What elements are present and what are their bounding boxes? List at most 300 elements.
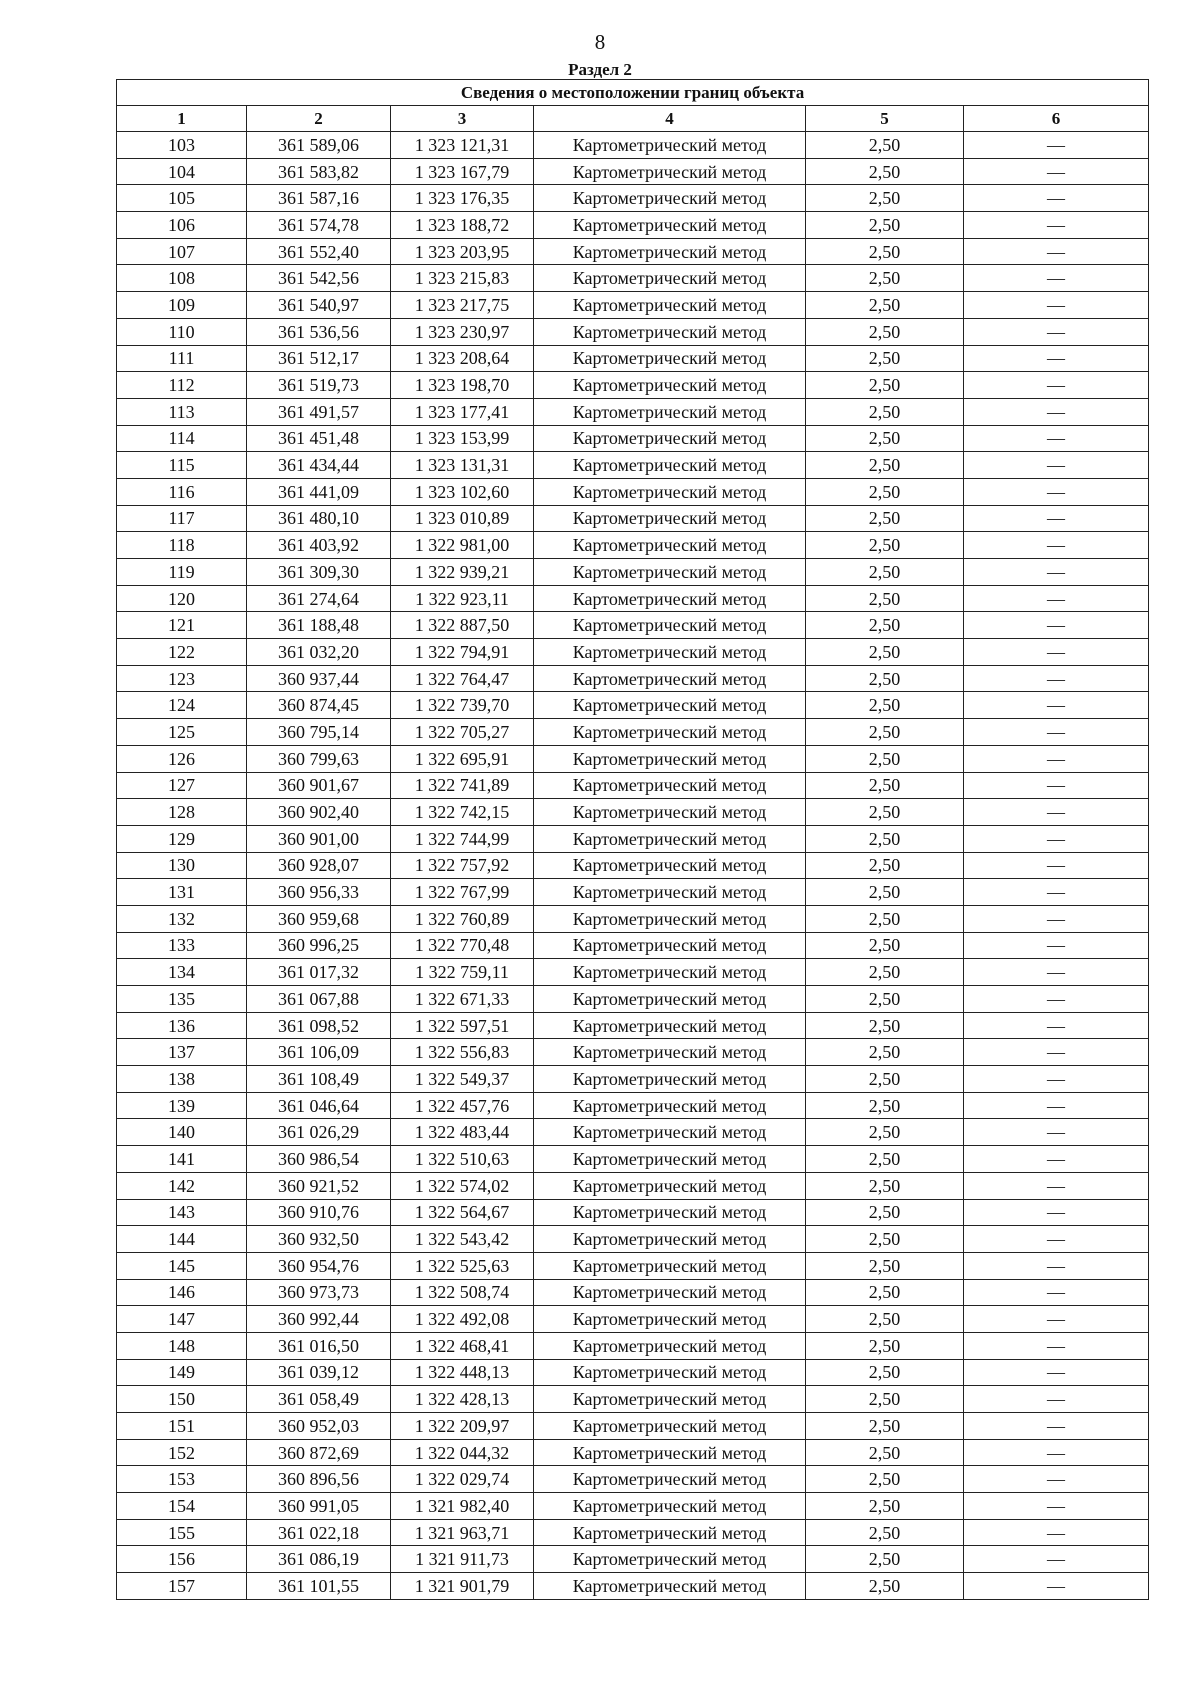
accuracy-cell: 2,50 — [806, 1413, 964, 1440]
table-row — [117, 825, 1149, 852]
accuracy-cell: 2,50 — [806, 1119, 964, 1146]
point-number-cell: 119 — [117, 559, 247, 586]
description-cell: — — [964, 185, 1149, 212]
accuracy-cell: 2,50 — [806, 559, 964, 586]
point-number-cell: 132 — [117, 905, 247, 932]
method-cell: Картометрический метод — [534, 1332, 806, 1359]
method-cell: Картометрический метод — [534, 986, 806, 1013]
table-row — [117, 212, 1149, 239]
y-coordinate-cell: 1 322 508,74 — [391, 1279, 534, 1306]
point-number-cell: 128 — [117, 799, 247, 826]
table-row — [117, 852, 1149, 879]
accuracy-cell: 2,50 — [806, 452, 964, 479]
point-number-cell: 123 — [117, 665, 247, 692]
description-cell: — — [964, 1546, 1149, 1573]
point-number-cell: 130 — [117, 852, 247, 879]
y-coordinate-cell: 1 323 153,99 — [391, 425, 534, 452]
description-cell: — — [964, 1413, 1149, 1440]
description-cell: — — [964, 452, 1149, 479]
x-coordinate-cell: 360 991,05 — [247, 1493, 391, 1520]
method-cell: Картометрический метод — [534, 1279, 806, 1306]
table-row — [117, 132, 1149, 159]
accuracy-cell: 2,50 — [806, 719, 964, 746]
x-coordinate-cell: 360 901,00 — [247, 825, 391, 852]
accuracy-cell: 2,50 — [806, 665, 964, 692]
table-body — [117, 132, 1149, 1600]
y-coordinate-cell: 1 322 556,83 — [391, 1039, 534, 1066]
accuracy-cell: 2,50 — [806, 1172, 964, 1199]
y-coordinate-cell: 1 322 564,67 — [391, 1199, 534, 1226]
x-coordinate-cell: 360 874,45 — [247, 692, 391, 719]
y-coordinate-cell: 1 321 982,40 — [391, 1493, 534, 1520]
description-cell: — — [964, 1493, 1149, 1520]
accuracy-cell: 2,50 — [806, 639, 964, 666]
point-number-cell: 106 — [117, 212, 247, 239]
page-number: 8 — [594, 30, 606, 54]
accuracy-cell: 2,50 — [806, 1546, 964, 1573]
x-coordinate-cell: 361 106,09 — [247, 1039, 391, 1066]
point-number-cell: 118 — [117, 532, 247, 559]
y-coordinate-cell: 1 323 177,41 — [391, 398, 534, 425]
accuracy-cell: 2,50 — [806, 852, 964, 879]
y-coordinate-cell: 1 322 695,91 — [391, 745, 534, 772]
table-row — [117, 1439, 1149, 1466]
x-coordinate-cell: 360 902,40 — [247, 799, 391, 826]
point-number-cell: 136 — [117, 1012, 247, 1039]
point-number-cell: 122 — [117, 639, 247, 666]
x-coordinate-cell: 361 574,78 — [247, 212, 391, 239]
description-cell: — — [964, 1279, 1149, 1306]
point-number-cell: 113 — [117, 398, 247, 425]
table-row — [117, 452, 1149, 479]
method-cell: Картометрический метод — [534, 532, 806, 559]
table-row — [117, 398, 1149, 425]
x-coordinate-cell: 361 274,64 — [247, 585, 391, 612]
method-cell: Картометрический метод — [534, 639, 806, 666]
x-coordinate-cell: 361 540,97 — [247, 292, 391, 319]
method-cell: Картометрический метод — [534, 1386, 806, 1413]
x-coordinate-cell: 361 086,19 — [247, 1546, 391, 1573]
method-cell: Картометрический метод — [534, 212, 806, 239]
method-cell: Картометрический метод — [534, 665, 806, 692]
description-cell: — — [964, 719, 1149, 746]
point-number-cell: 104 — [117, 158, 247, 185]
y-coordinate-cell: 1 322 705,27 — [391, 719, 534, 746]
y-coordinate-cell: 1 322 029,74 — [391, 1466, 534, 1493]
column-header: 5 — [806, 106, 964, 132]
table-row — [117, 185, 1149, 212]
point-number-cell: 156 — [117, 1546, 247, 1573]
accuracy-cell: 2,50 — [806, 265, 964, 292]
y-coordinate-cell: 1 322 574,02 — [391, 1172, 534, 1199]
x-coordinate-cell: 360 799,63 — [247, 745, 391, 772]
y-coordinate-cell: 1 322 923,11 — [391, 585, 534, 612]
point-number-cell: 112 — [117, 372, 247, 399]
method-cell: Картометрический метод — [534, 825, 806, 852]
x-coordinate-cell: 360 986,54 — [247, 1146, 391, 1173]
accuracy-cell: 2,50 — [806, 345, 964, 372]
table-row — [117, 372, 1149, 399]
table-row — [117, 1279, 1149, 1306]
x-coordinate-cell: 361 032,20 — [247, 639, 391, 666]
point-number-cell: 108 — [117, 265, 247, 292]
y-coordinate-cell: 1 322 671,33 — [391, 986, 534, 1013]
method-cell: Картометрический метод — [534, 905, 806, 932]
table-caption: Сведения о местоположении границ объекта — [117, 80, 1149, 106]
accuracy-cell: 2,50 — [806, 1386, 964, 1413]
accuracy-cell: 2,50 — [806, 1332, 964, 1359]
x-coordinate-cell: 360 937,44 — [247, 665, 391, 692]
description-cell: — — [964, 852, 1149, 879]
accuracy-cell: 2,50 — [806, 1252, 964, 1279]
point-number-cell: 115 — [117, 452, 247, 479]
accuracy-cell: 2,50 — [806, 879, 964, 906]
table-row — [117, 665, 1149, 692]
description-cell: — — [964, 132, 1149, 159]
method-cell: Картометрический метод — [534, 425, 806, 452]
accuracy-cell: 2,50 — [806, 932, 964, 959]
method-cell: Картометрический метод — [534, 1493, 806, 1520]
x-coordinate-cell: 360 959,68 — [247, 905, 391, 932]
table-row — [117, 1519, 1149, 1546]
table-row — [117, 1039, 1149, 1066]
y-coordinate-cell: 1 322 448,13 — [391, 1359, 534, 1386]
accuracy-cell: 2,50 — [806, 1466, 964, 1493]
point-number-cell: 120 — [117, 585, 247, 612]
table-row — [117, 1546, 1149, 1573]
x-coordinate-cell: 361 587,16 — [247, 185, 391, 212]
description-cell: — — [964, 1012, 1149, 1039]
table-header-row — [117, 106, 1149, 132]
x-coordinate-cell: 360 973,73 — [247, 1279, 391, 1306]
accuracy-cell: 2,50 — [806, 1092, 964, 1119]
y-coordinate-cell: 1 322 510,63 — [391, 1146, 534, 1173]
point-number-cell: 155 — [117, 1519, 247, 1546]
x-coordinate-cell: 361 480,10 — [247, 505, 391, 532]
description-cell: — — [964, 639, 1149, 666]
point-number-cell: 107 — [117, 238, 247, 265]
x-coordinate-cell: 360 896,56 — [247, 1466, 391, 1493]
y-coordinate-cell: 1 322 549,37 — [391, 1066, 534, 1093]
description-cell: — — [964, 559, 1149, 586]
table-row — [117, 1092, 1149, 1119]
method-cell: Картометрический метод — [534, 879, 806, 906]
accuracy-cell: 2,50 — [806, 132, 964, 159]
description-cell: — — [964, 425, 1149, 452]
y-coordinate-cell: 1 322 742,15 — [391, 799, 534, 826]
column-header: 2 — [247, 106, 391, 132]
accuracy-cell: 2,50 — [806, 825, 964, 852]
point-number-cell: 105 — [117, 185, 247, 212]
x-coordinate-cell: 360 872,69 — [247, 1439, 391, 1466]
y-coordinate-cell: 1 322 770,48 — [391, 932, 534, 959]
y-coordinate-cell: 1 322 744,99 — [391, 825, 534, 852]
point-number-cell: 145 — [117, 1252, 247, 1279]
method-cell: Картометрический метод — [534, 852, 806, 879]
method-cell: Картометрический метод — [534, 265, 806, 292]
column-header: 6 — [964, 106, 1149, 132]
boundary-table — [116, 79, 1149, 1600]
table-row — [117, 1413, 1149, 1440]
description-cell: — — [964, 986, 1149, 1013]
method-cell: Картометрический метод — [534, 1092, 806, 1119]
x-coordinate-cell: 360 952,03 — [247, 1413, 391, 1440]
description-cell: — — [964, 1092, 1149, 1119]
x-coordinate-cell: 361 309,30 — [247, 559, 391, 586]
point-number-cell: 149 — [117, 1359, 247, 1386]
x-coordinate-cell: 361 017,32 — [247, 959, 391, 986]
table-row — [117, 772, 1149, 799]
x-coordinate-cell: 361 441,09 — [247, 478, 391, 505]
accuracy-cell: 2,50 — [806, 505, 964, 532]
y-coordinate-cell: 1 323 131,31 — [391, 452, 534, 479]
table-row — [117, 1252, 1149, 1279]
point-number-cell: 144 — [117, 1226, 247, 1253]
y-coordinate-cell: 1 322 939,21 — [391, 559, 534, 586]
description-cell: — — [964, 1252, 1149, 1279]
description-cell: — — [964, 879, 1149, 906]
point-number-cell: 142 — [117, 1172, 247, 1199]
method-cell: Картометрический метод — [534, 505, 806, 532]
point-number-cell: 125 — [117, 719, 247, 746]
accuracy-cell: 2,50 — [806, 318, 964, 345]
x-coordinate-cell: 360 928,07 — [247, 852, 391, 879]
table-row — [117, 292, 1149, 319]
x-coordinate-cell: 360 996,25 — [247, 932, 391, 959]
description-cell: — — [964, 292, 1149, 319]
table-row — [117, 639, 1149, 666]
table-row — [117, 905, 1149, 932]
description-cell: — — [964, 1146, 1149, 1173]
method-cell: Картометрический метод — [534, 185, 806, 212]
method-cell: Картометрический метод — [534, 1172, 806, 1199]
description-cell: — — [964, 372, 1149, 399]
x-coordinate-cell: 361 403,92 — [247, 532, 391, 559]
point-number-cell: 126 — [117, 745, 247, 772]
point-number-cell: 133 — [117, 932, 247, 959]
accuracy-cell: 2,50 — [806, 612, 964, 639]
x-coordinate-cell: 361 491,57 — [247, 398, 391, 425]
point-number-cell: 157 — [117, 1573, 247, 1600]
method-cell: Картометрический метод — [534, 612, 806, 639]
y-coordinate-cell: 1 323 176,35 — [391, 185, 534, 212]
table-row — [117, 158, 1149, 185]
y-coordinate-cell: 1 322 887,50 — [391, 612, 534, 639]
x-coordinate-cell: 361 046,64 — [247, 1092, 391, 1119]
y-coordinate-cell: 1 322 543,42 — [391, 1226, 534, 1253]
description-cell: — — [964, 905, 1149, 932]
point-number-cell: 147 — [117, 1306, 247, 1333]
accuracy-cell: 2,50 — [806, 772, 964, 799]
point-number-cell: 150 — [117, 1386, 247, 1413]
table-row — [117, 986, 1149, 1013]
accuracy-cell: 2,50 — [806, 959, 964, 986]
column-header: 3 — [391, 106, 534, 132]
x-coordinate-cell: 361 451,48 — [247, 425, 391, 452]
description-cell: — — [964, 532, 1149, 559]
description-cell: — — [964, 505, 1149, 532]
accuracy-cell: 2,50 — [806, 1012, 964, 1039]
y-coordinate-cell: 1 321 963,71 — [391, 1519, 534, 1546]
point-number-cell: 135 — [117, 986, 247, 1013]
point-number-cell: 143 — [117, 1199, 247, 1226]
description-cell: — — [964, 1359, 1149, 1386]
method-cell: Картометрический метод — [534, 478, 806, 505]
accuracy-cell: 2,50 — [806, 1573, 964, 1600]
y-coordinate-cell: 1 323 102,60 — [391, 478, 534, 505]
point-number-cell: 114 — [117, 425, 247, 452]
x-coordinate-cell: 361 098,52 — [247, 1012, 391, 1039]
x-coordinate-cell: 361 434,44 — [247, 452, 391, 479]
accuracy-cell: 2,50 — [806, 1306, 964, 1333]
description-cell: — — [964, 345, 1149, 372]
method-cell: Картометрический метод — [534, 1119, 806, 1146]
accuracy-cell: 2,50 — [806, 1226, 964, 1253]
description-cell: — — [964, 1119, 1149, 1146]
x-coordinate-cell: 360 901,67 — [247, 772, 391, 799]
point-number-cell: 152 — [117, 1439, 247, 1466]
method-cell: Картометрический метод — [534, 799, 806, 826]
method-cell: Картометрический метод — [534, 932, 806, 959]
y-coordinate-cell: 1 322 492,08 — [391, 1306, 534, 1333]
method-cell: Картометрический метод — [534, 1226, 806, 1253]
description-cell: — — [964, 799, 1149, 826]
table-row — [117, 1332, 1149, 1359]
point-number-cell: 140 — [117, 1119, 247, 1146]
table-row — [117, 238, 1149, 265]
description-cell: — — [964, 1172, 1149, 1199]
table-row — [117, 799, 1149, 826]
table-row — [117, 345, 1149, 372]
y-coordinate-cell: 1 322 525,63 — [391, 1252, 534, 1279]
description-cell: — — [964, 478, 1149, 505]
method-cell: Картометрический метод — [534, 345, 806, 372]
table-row — [117, 745, 1149, 772]
x-coordinate-cell: 360 956,33 — [247, 879, 391, 906]
accuracy-cell: 2,50 — [806, 292, 964, 319]
point-number-cell: 127 — [117, 772, 247, 799]
x-coordinate-cell: 361 512,17 — [247, 345, 391, 372]
x-coordinate-cell: 361 022,18 — [247, 1519, 391, 1546]
table-row — [117, 1573, 1149, 1600]
description-cell: — — [964, 1306, 1149, 1333]
y-coordinate-cell: 1 323 230,97 — [391, 318, 534, 345]
description-cell: — — [964, 1226, 1149, 1253]
accuracy-cell: 2,50 — [806, 238, 964, 265]
x-coordinate-cell: 361 188,48 — [247, 612, 391, 639]
method-cell: Картометрический метод — [534, 559, 806, 586]
table-row — [117, 265, 1149, 292]
description-cell: — — [964, 959, 1149, 986]
y-coordinate-cell: 1 323 167,79 — [391, 158, 534, 185]
method-cell: Картометрический метод — [534, 692, 806, 719]
method-cell: Картометрический метод — [534, 585, 806, 612]
table-row — [117, 612, 1149, 639]
description-cell: — — [964, 612, 1149, 639]
method-cell: Картометрический метод — [534, 1199, 806, 1226]
description-cell: — — [964, 1386, 1149, 1413]
method-cell: Картометрический метод — [534, 1359, 806, 1386]
column-header: 4 — [534, 106, 806, 132]
method-cell: Картометрический метод — [534, 452, 806, 479]
description-cell: — — [964, 585, 1149, 612]
table-row — [117, 532, 1149, 559]
point-number-cell: 103 — [117, 132, 247, 159]
table-row — [117, 1199, 1149, 1226]
accuracy-cell: 2,50 — [806, 1066, 964, 1093]
x-coordinate-cell: 360 910,76 — [247, 1199, 391, 1226]
accuracy-cell: 2,50 — [806, 478, 964, 505]
accuracy-cell: 2,50 — [806, 425, 964, 452]
description-cell: — — [964, 692, 1149, 719]
method-cell: Картометрический метод — [534, 772, 806, 799]
column-header: 1 — [117, 106, 247, 132]
description-cell: — — [964, 1519, 1149, 1546]
y-coordinate-cell: 1 321 901,79 — [391, 1573, 534, 1600]
description-cell: — — [964, 745, 1149, 772]
point-number-cell: 116 — [117, 478, 247, 505]
accuracy-cell: 2,50 — [806, 986, 964, 1013]
table-row — [117, 1226, 1149, 1253]
method-cell: Картометрический метод — [534, 1066, 806, 1093]
point-number-cell: 137 — [117, 1039, 247, 1066]
accuracy-cell: 2,50 — [806, 398, 964, 425]
accuracy-cell: 2,50 — [806, 1279, 964, 1306]
accuracy-cell: 2,50 — [806, 372, 964, 399]
y-coordinate-cell: 1 322 764,47 — [391, 665, 534, 692]
method-cell: Картометрический метод — [534, 959, 806, 986]
y-coordinate-cell: 1 322 767,99 — [391, 879, 534, 906]
table-row — [117, 1493, 1149, 1520]
y-coordinate-cell: 1 323 188,72 — [391, 212, 534, 239]
method-cell: Картометрический метод — [534, 1252, 806, 1279]
section-title: Раздел 2 — [568, 60, 632, 79]
point-number-cell: 141 — [117, 1146, 247, 1173]
x-coordinate-cell: 360 932,50 — [247, 1226, 391, 1253]
y-coordinate-cell: 1 323 198,70 — [391, 372, 534, 399]
y-coordinate-cell: 1 322 741,89 — [391, 772, 534, 799]
x-coordinate-cell: 361 058,49 — [247, 1386, 391, 1413]
table-row — [117, 1119, 1149, 1146]
description-cell: — — [964, 318, 1149, 345]
y-coordinate-cell: 1 322 757,92 — [391, 852, 534, 879]
point-number-cell: 129 — [117, 825, 247, 852]
x-coordinate-cell: 360 795,14 — [247, 719, 391, 746]
table-row — [117, 1012, 1149, 1039]
accuracy-cell: 2,50 — [806, 905, 964, 932]
point-number-cell: 110 — [117, 318, 247, 345]
description-cell: — — [964, 665, 1149, 692]
table-row — [117, 932, 1149, 959]
accuracy-cell: 2,50 — [806, 1039, 964, 1066]
method-cell: Картометрический метод — [534, 1466, 806, 1493]
x-coordinate-cell: 360 992,44 — [247, 1306, 391, 1333]
y-coordinate-cell: 1 322 759,11 — [391, 959, 534, 986]
y-coordinate-cell: 1 322 739,70 — [391, 692, 534, 719]
description-cell: — — [964, 1199, 1149, 1226]
description-cell: — — [964, 1332, 1149, 1359]
x-coordinate-cell: 361 067,88 — [247, 986, 391, 1013]
table-row — [117, 1146, 1149, 1173]
y-coordinate-cell: 1 322 597,51 — [391, 1012, 534, 1039]
accuracy-cell: 2,50 — [806, 1519, 964, 1546]
method-cell: Картометрический метод — [534, 1546, 806, 1573]
description-cell: — — [964, 265, 1149, 292]
x-coordinate-cell: 361 016,50 — [247, 1332, 391, 1359]
point-number-cell: 153 — [117, 1466, 247, 1493]
y-coordinate-cell: 1 322 428,13 — [391, 1386, 534, 1413]
table-row — [117, 505, 1149, 532]
